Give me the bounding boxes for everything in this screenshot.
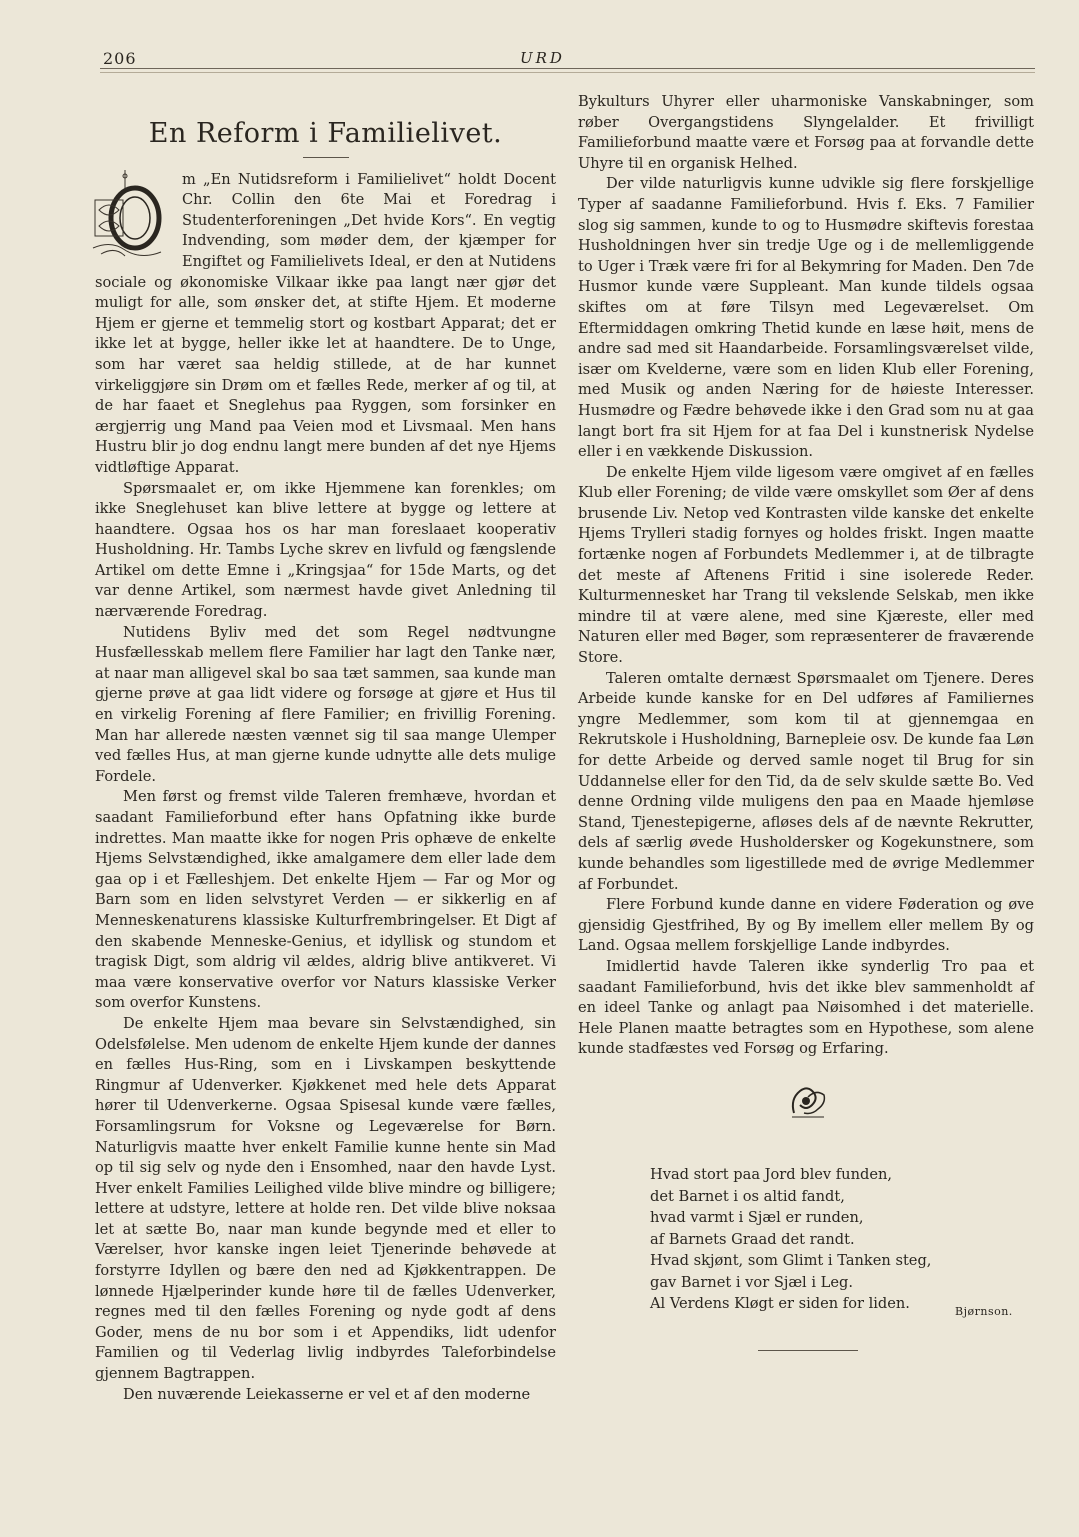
poem [650,1164,931,1315]
article-paragraph-1: m „En Nutidsreform i Familielivet“ holdt Docent Chr. Collin den 6te Mai et Foredrag i Studenterforeningen „Det hvide Kors“. En vegtig Indvending, som møder dem, der kjæmper for Engiftet og Familielivets Ideal, er den at Nutidens sociale og økonomiske Vilkaar ikke paa langt nær gjør det muligt for alle, som ønsker det, at stifte Hjem. Et moderne Hjem er gjerne et temmelig stort og kostbart Apparat; det er ikke let at bygge, heller ikke let at haandtere. De to Unge, som har været saa heldig stillede, at de har kunnet virkeliggjøre sin Drøm om et fælles Rede, merker af og til, at de har faaet et Sneglehus paa Ryggen, som forsinker en ærgjerrig ung Mand paa Veien mod et Livsmaal. Men hans Hustru blir jo dog endnu langt mere bunden af det nye Hjems vidtløftige Apparat. [95,170,556,479]
article-paragraph-11: Imidlertid havde Taleren ikke synderlig Tro paa et saadant Familieforbund, hvis det ikke blev sammenholdt af en ideel Tanke og anlagt paa Nøisomhed i det materielle. Hele Planen maatte betragtes som en Hypothese, som alene kunde stadfæstes ved Forsøg og Erfaring. [578,957,1034,1058]
right-column [578,92,1034,1060]
poem-author: Bjørnson. [955,1305,1013,1318]
article-paragraph-9: Taleren omtalte dernæst Spørsmaalet om Tjenere. Deres Arbeide kunde kanske for en Del udføres af Familiernes yngre Medlemmer, som kom til at gjennemgaa en Rekrutskole i Husholdning, Barnepleie osv. De kunde faa Løn for dette Arbeide og derved samle noget til Brug for sin Uddannelse eller for den Tid, da de selv skulde sætte Bo. Ved denne Ordning vilde muligens den paa en Maade hjemløse Stand, Tjenestepigerne, afløses dels af de nævnte Rekrutter, dels af særlig øvede Husholdersker og Kogekunstnere, som kunde behandles som ligestillede med de øvrige Medlemmer af Forbundet. [578,669,1034,893]
poem-line: hvad varmt i Sjæl er runden, [650,1209,864,1226]
header-rule-secondary [100,72,1035,73]
article-paragraph-10: Flere Forbund kunde danne en videre Føderation og øve gjensidig Gjestfrihed, By og By imellem eller mellem By og Land. Ogsaa mellem forskjellige Lande indbyrdes. [578,896,1034,955]
poem-line: gav Barnet i vor Sjæl i Leg. [650,1273,853,1291]
end-rule [758,1350,858,1351]
header-rule [100,68,1035,69]
poem-line: Hvad stort paa Jord blev funden, [650,1166,892,1183]
poem-line: det Barnet i os altid fandt, [650,1187,845,1205]
left-column [95,108,556,1405]
article-paragraph-4: Men først og fremst vilde Taleren fremhæve, hvordan et saadant Familieforbund efter hans Opfatning ikke burde indrettes. Man maatte ikke for nogen Pris ophæve de enkelte Hjems Selvstændighed, ikke amalgamere dem eller lade dem gaa op i et Fælleshjem. Det enkelte Hjem — Far og Mor og Barn som en liden selvstyret Verden — er sikkerlig en af Menneskenaturens klassiske Kulturfrembringelser. Et Digt af den skabende Menneske-Genius, et idyllisk og stundom et tragisk Digt, som aldrig vil ældes, aldrig blive antikveret. Vi maa være konservative overfor vor Naturs klassiske Verker som overfor Kunstens. [95,788,556,1012]
article-paragraph-6: Den nuværende Leiekasserne er vel et af den moderne [123,1385,531,1403]
page-number: 206 [103,49,137,68]
article-paragraph-continued: Bykulturs Uhyrer eller uharmoniske Vanskabninger, som røber Overgangstidens Slyngelalder. Et frivilligt Familieforbund maatte være et Forsøg paa at forvandle dette Uhyre til en organisk Helhed. [578,93,1034,172]
article-paragraph-2: Spørsmaalet er, om ikke Hjemmene kan forenkles; om ikke Sneglehuset kan blive lettere at bygge og lettere at haandtere. Ogsaa hos os har man foreslaaet kooperativ Husholdning. Hr. Tambs Lyche skrev en livfuld og fængslende Artikel om dette Emne i „Kringsjaa“ for 15de Marts, og det var denne Artikel, som nærmest havde givet Anledning til nærværende Foredrag. [95,479,556,621]
article-title: En Reform i Familielivet. [148,118,503,149]
poem-line: Al Verdens Kløgt er siden for liden. [650,1295,910,1312]
article-paragraph-5: De enkelte Hjem maa bevare sin Selvstændighed, sin Odelsfølelse. Men udenom de enkelte Hjem kunde der dannes en fælles Hus-Ring, som en i Livskampen beskyttende Ringmur af Udenverker. Kjøkkenet med hele dets Apparat hører til Udenverkerne. Ogsaa Spisesal kunde være fælles, Forsamlingsrum for Voksne og Legeværelse for Børn. Naturligvis maatte hver enkelt Familie kunne hente sin Mad op til sig selv og nyde den i Ensomhed, naar den havde Lyst. Hver enkelt Families Leilighed vilde blive mindre og billigere; lettere at udstyre, lettere at holde ren. Det vilde blive noksaa let at sætte Bo, naar man kunde begynde med et eller to Værelser, hvor kanske ingen leiet Tjenerinde behøvede at forstyrre Idyllen og bære den ned ad Kjøkkentrappen. De lønnede Hjælperinder kunde høre til de fælles Udenverker, regnes med til den fælles Forening og nyde godt af dens Goder, mens de nu bor som i et Appendiks, lidt udenfor Familien og til Vederlag livlig indbyrdes Taleforbindelse gjennem Bagtrappen. [95,1014,556,1383]
decorative-vignette-icon [788,1083,828,1123]
poem-line: af Barnets Graad det randt. [650,1230,855,1248]
article-paragraph-7: Der vilde naturligvis kunne udvikle sig flere forskjellige Typer af saadanne Familieforbund. Hvis f. Eks. 7 Familier slog sig sammen, kunde to og to Husmødre skiftevis forestaa Husholdningen hver sin tredje Uge og i de mellemliggende to Uger i Træk være fri for al Bekymring for Maden. Den 7de Husmor kunde være Suppleant. Man kunde tildels ogsaa skiftes om at føre Tilsyn med Legeværelset. Om Eftermiddagen omkring Thetid kunde en læse høit, mens de andre sad med sit Haandarbeide. Forsamlingsværelset vilde, især om Kvelderne, være som en liden Klub eller Forening, med Musik og anden Næring for de høieste Interesser. Husmødre og Fædre behøvede ikke i den Grad som nu at gaa langt bort fra sit Hjem for at faa Del i kunstnerisk Nydelse eller i en vækkende Diskussion. [578,175,1034,461]
ornamental-initial-o-icon [91,170,176,260]
title-rule [303,157,349,158]
running-head: URD [520,49,565,67]
article-paragraph-3: Nutidens Byliv med det som Regel nødtvungne Husfællesskab mellem flere Familier har lagt den Tanke nær, at naar man alligevel skal bo saa tæt sammen, saa kunde man gjerne prøve at gaa lidt videre og forsøge at gjøre et Hus til en virkelig Forening af flere Familier; en frivillig Forening. Man har allerede næsten vænnet sig til saa mange Ulemper ved fælles Hus, at man gjerne kunde udnytte alle dets mulige Fordele. [95,623,556,785]
article-paragraph-8: De enkelte Hjem vilde ligesom være omgivet af en fælles Klub eller Forening; de vilde være omskyllet som Øer af dens brusende Liv. Netop ved Kontrasten vilde kanske det enkelte Hjems Trylleri stadig fornyes og holdes friskt. Ingen maatte fortænke nogen af Forbundets Medlemmer i, at de tilbragte det meste af Aftenens Fritid i sine isolerede Reder. Kulturmennesket har Trang til vekslende Selskab, men ikke mindre til at være alene, med sine Kjæreste, eller med Naturen eller med Bøger, som repræsenterer de fraværende Store. [578,463,1034,667]
poem-line: Hvad skjønt, som Glimt i Tanken steg, [650,1252,932,1269]
